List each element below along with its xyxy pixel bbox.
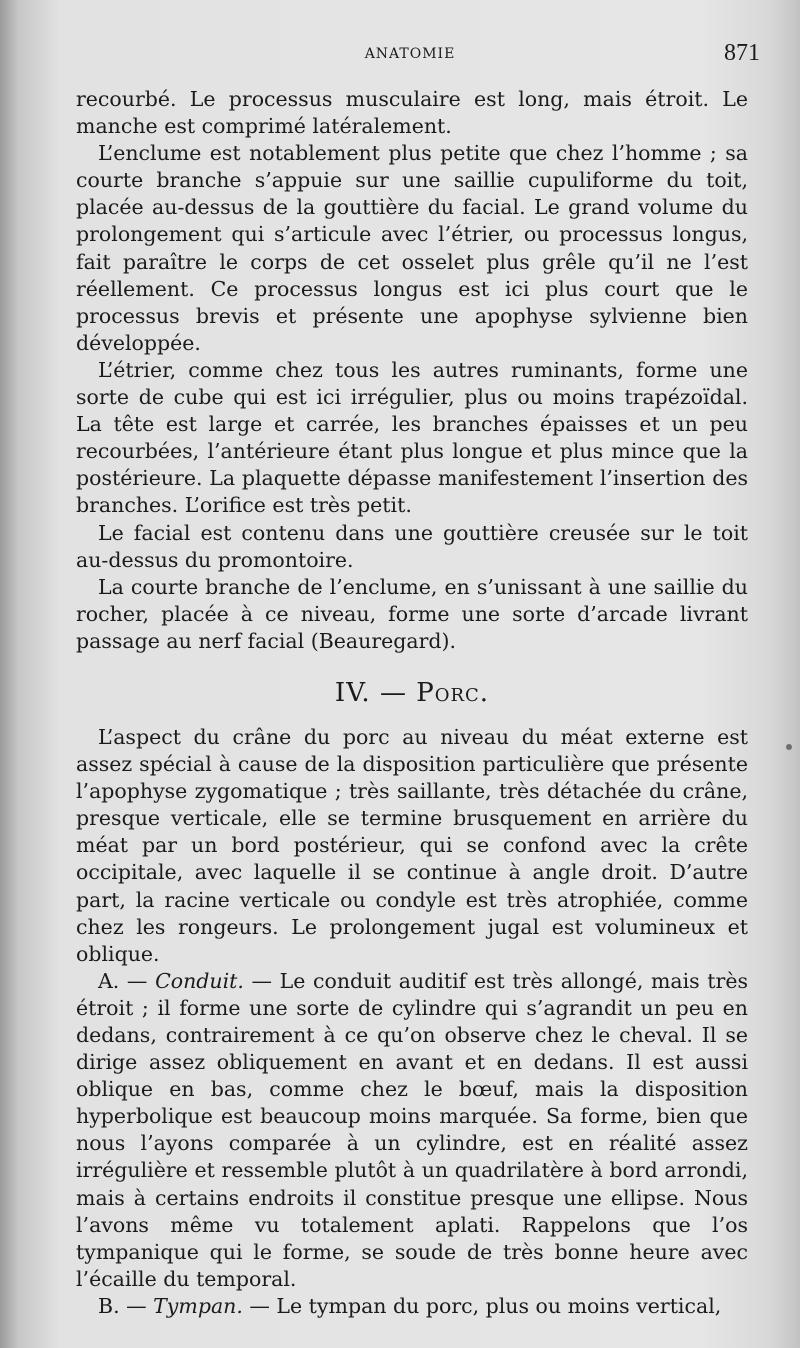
paragraph-conduit: [76, 968, 748, 1293]
tympan-label: B. —: [98, 1293, 154, 1318]
page-body: [76, 86, 748, 1320]
conduit-text: — Le conduit auditif est très allongé, mais très étroit ; il forme une sorte de cylindre qui s’agrandit un peu en dedans, contrairement à ce qu’on observe chez le cheval. Il se dirige assez obliquement en avant et en dedans. Il est aussi oblique en bas, comme chez le bœuf, mais la disposition hyperbolique est beaucoup moins marquée. Sa forme, bien que nous l’ayons comparée à un cylindre, est en réalité assez irrégulière et ressemble plutôt à un quadrilatère à bord arrondi, mais à certains endroits il constitue presque une ellipse. Nous l’avons même vu totalement aplati. Rappelons que l’os tympanique qui le forme, se soude de très bonne heure avec l’écaille du temporal.: [76, 968, 749, 1291]
paragraph-facial: Le facial est contenu dans une gouttière creusée sur le toit au-dessus du promontoire.: [76, 520, 748, 572]
paragraph-tympan: [76, 1293, 748, 1320]
page-header: [60, 40, 760, 80]
section-title: Porc.: [416, 677, 490, 708]
conduit-title: Conduit.: [155, 968, 244, 993]
section-number: IV. —: [334, 677, 417, 708]
paragraph-porc-intro: L’aspect du crâne du porc au niveau du méat externe est assez spécial à cause de la disposition particulière que présente l’apophyse zygomatique ; très saillante, très détachée du crâne, presque verticale, elle se termine brusquement en arrière du méat par un bord postérieur, qui se confond avec la crête occipitale, avec laquelle il se continue à angle droit. D’autre part, la racine verticale ou condyle est très atrophiée, comme chez les rongeurs. Le prolongement jugal est volumineux et oblique.: [76, 724, 748, 966]
paragraph-enclume: L’enclume est notablement plus petite que chez l’homme ; sa courte branche s’appuie sur une saillie cupuliforme du toit, placée au-dessus de la gouttière du facial. Le grand volume du prolongement qui s’articule avec l’étrier, ou processus longus, fait paraître le corps de cet osselet plus grêle qu’il ne l’est réellement. Ce processus longus est ici plus court que le processus brevis et présente une apophyse sylvienne bien développée.: [76, 141, 748, 355]
ink-speck: [786, 744, 792, 750]
paragraph-marteau-end: recourbé. Le processus musculaire est long, mais étroit. Le manche est comprimé latéralement.: [76, 87, 748, 139]
page-number: 871: [724, 40, 760, 66]
section-heading: [76, 678, 748, 708]
conduit-label: A. —: [98, 968, 156, 993]
tympan-title: Tympan.: [153, 1293, 243, 1318]
paragraph-etrier: L’étrier, comme chez tous les autres ruminants, forme une sorte de cube qui est ici irrégulier, plus ou moins trapézoïdal. La tête est large et carrée, les branches épaisses et un peu recourbées, l’antérieure étant plus longue et plus mince que la postérieure. La plaquette dépasse manifestement l’insertion des branches. L’orifice est très petit.: [76, 357, 748, 518]
running-head: ANATOMIE: [364, 46, 456, 62]
tympan-text: — Le tympan du porc, plus ou moins vertical,: [242, 1293, 722, 1318]
paragraph-arcade: La courte branche de l’enclume, en s’unissant à une saillie du rocher, placée à ce niveau, forme une sorte d’arcade livrant passage au nerf facial (Beauregard).: [76, 574, 748, 653]
